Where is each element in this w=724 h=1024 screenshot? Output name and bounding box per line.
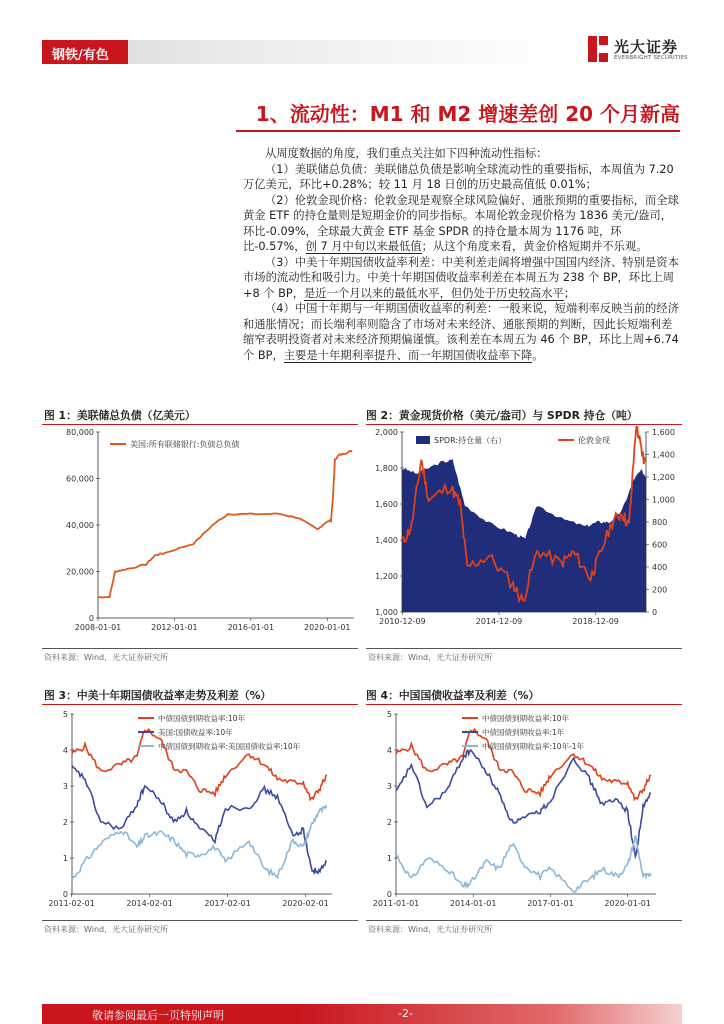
fig4-y-tick-label: 2: [386, 818, 392, 827]
fig2-right-tick-label: 1,600: [652, 428, 675, 437]
fig2-left-tick-label: 1,000: [375, 608, 398, 617]
fig3-title: 图 3：中美十年期国债收益率走势及利差（%）: [44, 689, 272, 702]
fig3-legend-3-label: 中债国债到期收益率:美国国债收益率:10年: [158, 742, 301, 751]
fig4-y-tick-label: 5: [386, 710, 392, 719]
fig1-rule: [42, 424, 358, 425]
fig2-legend-spdr-swatch: [416, 436, 430, 444]
section-tag: 钢铁/有色: [52, 48, 109, 63]
fig2-left-tick-label: 1,200: [375, 572, 398, 581]
fig1-title: 图 1：美联储总负债（亿美元）: [44, 409, 196, 422]
fig2-right-tick-label: 1,200: [652, 473, 675, 482]
footer-disclaimer: 敬请参阅最后一页特别声明: [92, 1009, 224, 1022]
fig2-left-tick-label: 1,400: [375, 536, 398, 545]
fig1-y-tick-label: 20,000: [66, 567, 94, 577]
fig2-x-tick-label: 2014-12-09: [475, 617, 523, 626]
fig1-source: 资料来源：Wind，光大证券研究所: [44, 653, 169, 662]
indicator-paragraph-2: （2）伦敦金现价格：伦敦金现是观察全球风险偏好、通胀预期的重要指标，而全球黄金 ETF 的持仓量则是短期金价的同步指标。本周伦敦金现价格为 1836 美元/盎司，环比-0.09%，全球最大黄金 ETF 基金 SPDR 的持仓量本周为 1176 吨，环比-0.57%，创 7 月中旬以来最低值；从这个角度来看，黄金价格短期并不乐观。: [243, 193, 679, 253]
fig3-rule: [42, 704, 358, 705]
fig2-legend-gold-label: 伦敦金现: [578, 436, 610, 445]
fig2-bottom-rule: [366, 648, 682, 649]
fig3-y-tick-label: 4: [62, 746, 68, 755]
section-title: 1、流动性：M1 和 M2 增速差创 20 个月新高: [255, 102, 680, 126]
fig3-series-1-line: [72, 729, 327, 799]
fig1-x-tick-label: 2008-01-01: [74, 623, 122, 632]
fig4-source: 资料来源：Wind，光大证券研究所: [368, 925, 493, 934]
fig4-y-tick-label: 4: [386, 746, 392, 755]
fig4-series-1-line: [396, 729, 651, 799]
fig1-series-line: [98, 451, 352, 598]
fig2-right-tick-label: 1,000: [652, 495, 675, 505]
fig1-chart: [42, 426, 360, 648]
fig4-legend-1-label: 中债国债到期收益率:10年: [482, 714, 570, 723]
fig4-series-2-line: [396, 750, 651, 856]
fig4-bottom-rule: [366, 920, 682, 921]
fig2-left-tick-label: 1,600: [375, 500, 398, 509]
indicator-paragraph-3: （3）中美十年期国债收益率利差：中美利差走阔将增强中国国内经济、特别是资本市场的流动性和吸引力。中美十年期国债收益率利差在本周五为 238 个 BP，环比上周+8 个 BP，是近一个月以来的最低水平，但仍处于历史较高水平；: [243, 255, 679, 300]
fig3-legend-2-label: 美国:国债收益率:10年: [158, 728, 233, 737]
everbright-logo-icon: [586, 34, 610, 64]
fig4-series-3-line: [396, 835, 651, 892]
indicator-paragraph-1: （1）美联储总负债：美联储总负债是影响全球流动性的重要指标，本周值为 7.20 万亿美元，环比+0.28%；较 11 月 18 日创的历史最高值低 0.01%；: [243, 162, 674, 191]
fig3-x-tick-label: 2020-02-01: [282, 899, 329, 908]
fig4-x-tick-label: 2020-01-01: [604, 899, 651, 908]
fig4-x-tick-label: 2014-01-01: [449, 899, 497, 908]
fig2-right-tick-label: 800: [652, 518, 668, 527]
fig3-x-tick-label: 2014-02-01: [126, 899, 173, 908]
fig1-bottom-rule: [42, 648, 358, 649]
fig1-y-tick-label: 80,000: [66, 428, 94, 437]
fig3-y-tick-label: 2: [62, 818, 68, 827]
fig2-chart: [366, 426, 684, 648]
page-number: -2-: [398, 1007, 413, 1020]
fig2-source: 资料来源：Wind，光大证券研究所: [368, 653, 493, 662]
fig4-y-tick-label: 0: [386, 890, 392, 899]
fig4-y-tick-label: 1: [386, 854, 392, 863]
fig3-x-tick-label: 2017-02-01: [204, 899, 251, 908]
fig2-right-tick-label: 400: [652, 563, 668, 572]
fig1-y-tick-label: 40,000: [66, 521, 94, 530]
fig3-source: 资料来源：Wind，光大证券研究所: [44, 925, 169, 934]
intro-paragraph: 从周度数据的角度，我们重点关注如下四种流动性指标：: [265, 147, 548, 160]
fig3-y-tick-label: 3: [62, 782, 68, 791]
fig2-right-tick-label: 200: [652, 585, 668, 595]
fig2-left-tick-label: 1,800: [375, 464, 398, 473]
fig2-right-tick-label: 0: [652, 608, 658, 617]
fig4-title: 图 4：中国国债收益率及利差（%）: [366, 689, 540, 702]
fig4-legend-3-label: 中债国债到期收益率:10年-1年: [482, 742, 585, 751]
fig2-right-tick-label: 1,400: [652, 450, 675, 460]
title-rule: [236, 130, 680, 132]
fig3-y-tick-label: 5: [62, 710, 68, 719]
fig2-x-tick-label: 2010-12-09: [379, 617, 426, 626]
fig3-y-tick-label: 1: [62, 854, 68, 863]
fig1-legend-label: 美国:所有联储银行:负债总负债: [130, 440, 240, 449]
fig1-x-tick-label: 2016-01-01: [227, 623, 275, 632]
logo-subtitle: EVERBRIGHT SECURITIES: [614, 55, 688, 61]
fig4-x-tick-label: 2017-01-01: [527, 899, 574, 908]
body-text: [243, 146, 683, 363]
fig2-rule: [366, 424, 682, 425]
fig2-left-tick-label: 2,000: [375, 428, 398, 437]
fig2-title: 图 2：黄金现货价格（美元/盎司）与 SPDR 持仓（吨）: [366, 409, 638, 422]
fig4-x-tick-label: 2011-01-01: [372, 899, 420, 908]
fig3-chart: [42, 706, 360, 920]
logo-name: 光大证券: [614, 38, 679, 56]
fig2-right-tick-label: 600: [652, 540, 668, 550]
fig4-y-tick-label: 3: [386, 782, 392, 791]
fig4-chart: [366, 706, 684, 920]
fig3-x-tick-label: 2011-02-01: [48, 899, 95, 908]
fig1-y-tick-label: 0: [88, 614, 94, 623]
fig1-x-tick-label: 2012-01-01: [151, 623, 198, 632]
indicator-paragraph-4: （4）中国十年期与一年期国债收益率的利差：一般来说，短端利率反映当前的经济和通胀情况；而长端利率则隐含了市场对未来经济、通胀预期的判断，因此长短端利差缩窄表明投资者对未来经济预期偏谨慎。该利差在本周五为 46 个 BP，环比上周+6.74 个 BP，主要是十年期利率提升、而一年期国债收益率下降。: [243, 302, 679, 362]
fig3-series-3-line: [72, 806, 327, 880]
fig1-x-tick-label: 2020-01-01: [304, 623, 351, 632]
fig1-y-tick-label: 60,000: [66, 474, 94, 484]
fig2-x-tick-label: 2018-12-09: [572, 617, 619, 626]
fig4-legend-2-label: 中债国债到期收益率:1年: [482, 728, 565, 737]
fig3-y-tick-label: 0: [62, 890, 68, 899]
fig3-legend-1-label: 中债国债到期收益率:10年: [158, 714, 246, 723]
fig4-rule: [366, 704, 682, 705]
fig2-legend-spdr-label: SPDR:持仓量（右）: [434, 436, 507, 445]
fig3-bottom-rule: [42, 920, 358, 921]
